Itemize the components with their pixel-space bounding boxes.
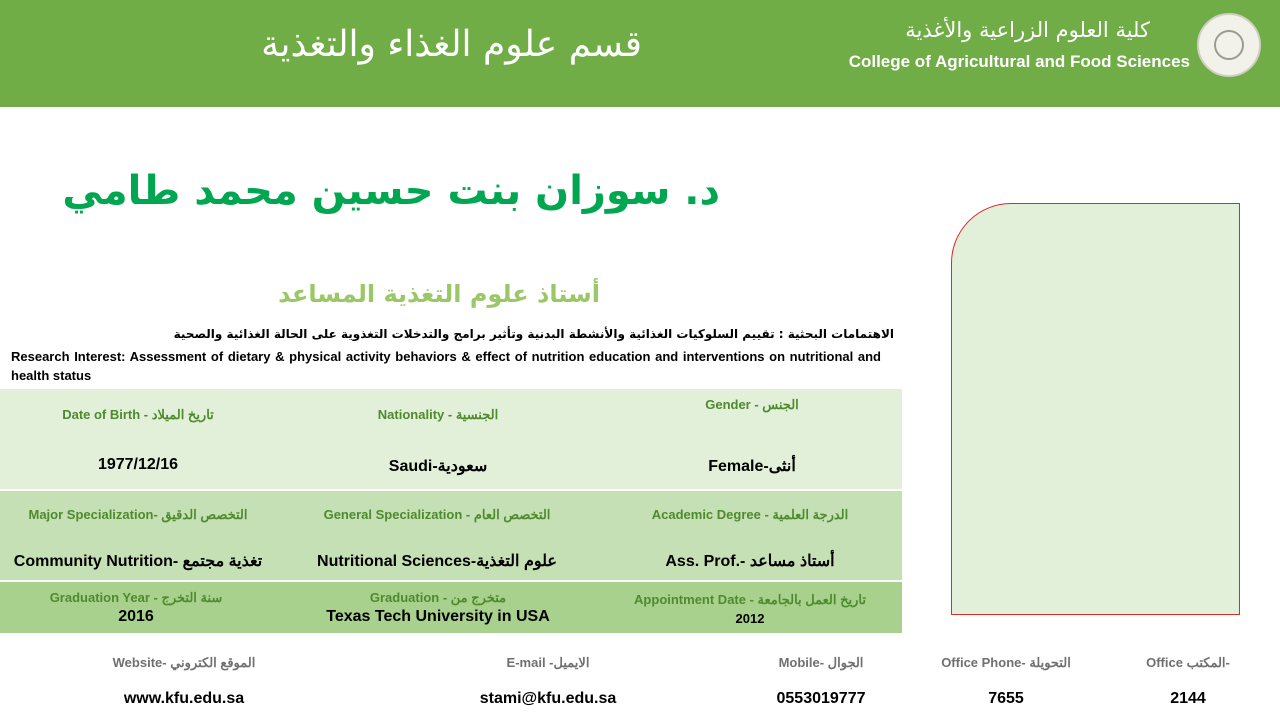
graduation-year-value: 2016	[118, 608, 154, 625]
mobile-value: 0553019777	[776, 690, 866, 707]
graduation-value: Texas Tech University in USA	[326, 608, 550, 625]
major-specialization-label: Major Specialization- التخصص الدقيق	[28, 507, 248, 522]
info-row-personal	[0, 389, 902, 489]
department-title: قسم علوم الغذاء والتغذية	[261, 24, 642, 65]
academic-degree-label: Academic Degree - الدرجة العلمية	[651, 507, 849, 522]
research-interest-arabic: الاهتمامات البحثية : تقييم السلوكيات الغذائية والأنشطة البدنية وتأثير برامج والتدخلات التغذوية على الحالة الغذائية والصحية	[173, 327, 894, 341]
general-specialization-value: Nutritional Sciences-علوم التغذية	[317, 553, 557, 570]
email-label: E-mail -الايميل	[506, 655, 590, 670]
office-phone-label: Office Phone- التحويلة	[941, 655, 1071, 670]
dob-value: 1977/12/16	[97, 456, 179, 473]
photo-placeholder	[951, 203, 1240, 615]
gender-label: Gender - الجنس	[705, 397, 799, 412]
faculty-name: د. سوزان بنت حسين محمد طامي	[62, 168, 720, 214]
office-value: 2144	[1170, 690, 1206, 707]
nationality-value: Saudi-سعودية	[388, 458, 488, 475]
general-specialization-label: General Specialization - التخصص العام	[323, 507, 551, 522]
header-bar	[0, 0, 1280, 107]
website-value[interactable]: www.kfu.edu.sa	[123, 690, 245, 707]
graduation-label: Graduation - متخرج من	[369, 590, 507, 605]
gender-value: Female-أنثى	[708, 458, 796, 475]
info-row-specialization	[0, 491, 902, 580]
academic-rank: أستاذ علوم التغذية المساعد	[278, 280, 600, 308]
appointment-date-value: 2012	[735, 611, 765, 626]
appointment-date-label: Appointment Date - تاريخ العمل بالجامعة	[634, 592, 866, 607]
university-seal-icon	[1197, 13, 1261, 77]
seal-inner-ring	[1214, 30, 1244, 60]
email-value[interactable]: stami@kfu.edu.sa	[479, 690, 617, 707]
major-specialization-value: Community Nutrition- تغذية مجتمع	[13, 553, 263, 570]
college-name-arabic: كلية العلوم الزراعية والأغذية	[905, 18, 1150, 42]
mobile-label: Mobile- الجوال	[778, 655, 864, 670]
research-interest-english: Research Interest: Assessment of dietary & physical activity behaviors & effect of nutrition education and interventions on nutritional and health status	[11, 349, 881, 383]
website-label: Website- الموقع الكتروني	[112, 655, 256, 670]
office-label: Office المكتب-	[1146, 655, 1230, 670]
office-phone-value: 7655	[988, 690, 1024, 707]
dob-label: Date of Birth - تاريخ الميلاد	[62, 407, 214, 422]
academic-degree-value: Ass. Prof.- أستاذ مساعد	[665, 553, 835, 570]
info-row-graduation	[0, 582, 902, 633]
college-name-english: College of Agricultural and Food Sciences	[848, 52, 1190, 71]
graduation-year-label: Graduation Year - سنة التخرج	[49, 590, 223, 605]
nationality-label: Nationality - الجنسية	[377, 407, 499, 422]
